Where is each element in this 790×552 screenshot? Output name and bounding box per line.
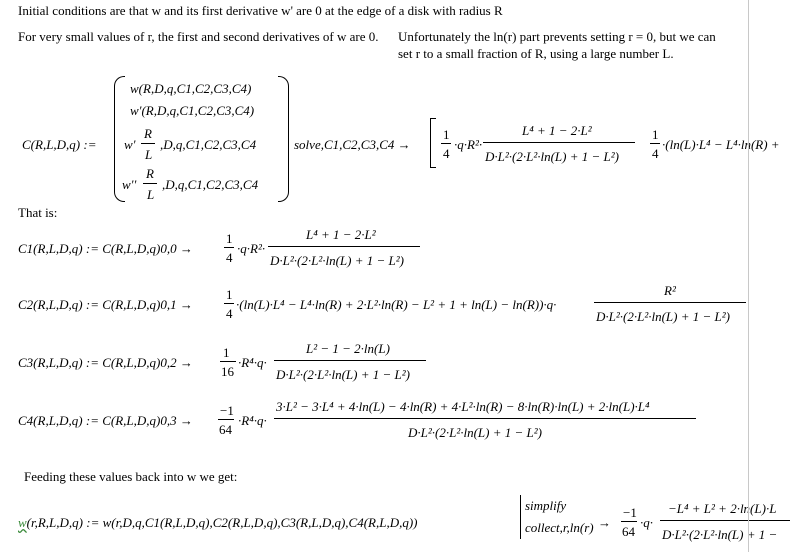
c1-mid: ·q·R²· [237,241,266,256]
keyword-simplify: simplify [525,498,567,513]
c1-numerator: L⁴ + 1 − 2·L² [306,227,376,242]
result-factor: ·q·R²· [454,137,483,152]
matrix-row-3-num: R [144,126,152,141]
c4-fraction-bar [274,418,696,419]
c2-mid: ·(ln(L)·L⁴ − L⁴·ln(R) + 2·L²·ln(R) − L² + 1 + ln(L) − ln(R))·q· [236,297,557,312]
c1-frac-num: 1 [226,231,233,246]
result-bracket [430,118,436,168]
c2-numerator: R² [664,283,676,298]
matrix-row-4-args: ,D,q,C1,C2,C3,C4 [162,177,259,192]
intro-line-2c: set r to a small fraction of R, using a large number L. [398,46,674,61]
intro-line-2a: For very small values of r, the first and second derivatives of w are 0. [18,29,379,44]
c4-denominator: D·L²·(2·L²·ln(L) + 1 − L²) [408,425,542,440]
final-frac-den: 64 [622,524,635,539]
c2-frac-den: 4 [226,306,233,321]
c2-frac-bar [224,303,234,304]
final-lhs-rest: (r,R,L,D,q) := w(r,D,q,C1(R,L,D,q),C2(R,L,D,q),C3(R,L,D,q),C4(R,L,D,q)) [26,515,418,530]
final-lhs-w: w [18,515,27,530]
final-numerator: −L⁴ + L² + 2·ln(L)·L [668,501,777,516]
result2-frac-num: 1 [652,127,659,142]
that-is-label: That is: [18,205,58,220]
solve-operator: solve,C1,C2,C3,C4 → [294,137,411,152]
matrix-row-4-num: R [146,166,154,181]
matrix-row-4-den: L [147,187,155,202]
c3-frac-den: 16 [221,364,234,379]
intro-line-2b: Unfortunately the ln(r) part prevents setting r = 0, but we can [398,29,716,44]
final-denominator: D·L²·(2·L²·ln(L) + 1 − [662,527,778,542]
result-frac-num: 1 [443,127,450,142]
keyword-bar [520,495,521,539]
matrix-row-4-fn: w'' [122,177,137,192]
c3-frac-num: 1 [223,345,230,360]
intro-line-1: Initial conditions are that w and its first derivative w' are 0 at the edge of a disk with radius R [18,3,503,18]
matrix-row-1: w(R,D,q,C1,C2,C3,C4) [130,81,252,96]
final-frac-bar [621,521,637,522]
c4-frac-num: −1 [220,403,234,418]
c4-frac-den: 64 [219,422,232,437]
result-fraction-bar [483,142,635,143]
final-fraction-bar [660,520,790,521]
c2-frac-num: 1 [226,287,233,302]
matrix-right-paren [278,76,289,202]
c1-frac-den: 4 [226,250,233,265]
matrix-row-3-args: ,D,q,C1,C2,C3,C4 [160,137,257,152]
c2-fraction-bar [594,302,746,303]
keyword-collect: collect,r,ln(r) [525,520,594,535]
c2-lhs: C2(R,L,D,q) := C(R,L,D,q)0,1 → [18,297,193,312]
matrix-row-4-bar [143,183,157,184]
c4-lhs: C4(R,L,D,q) := C(R,L,D,q)0,3 → [18,413,193,428]
c1-frac-bar [224,247,234,248]
final-lhs [18,516,418,530]
result-frac-bar [441,143,451,144]
c3-mid: ·R⁴·q· [238,355,267,370]
c4-mid: ·R⁴·q· [238,413,267,428]
result2-frac-den: 4 [652,146,659,161]
page-margin-line [748,0,749,552]
final-frac-num: −1 [623,505,637,520]
result2-frac-bar [650,143,660,144]
result-frac-den: 4 [443,146,450,161]
c3-lhs: C3(R,L,D,q) := C(R,L,D,q)0,2 → [18,355,193,370]
matrix-row-3-den: L [145,147,153,162]
matrix-row-2: w'(R,D,q,C1,C2,C3,C4) [130,103,255,118]
c1-lhs: C1(R,L,D,q) := C(R,L,D,q)0,0 → [18,241,193,256]
c1-fraction-bar [268,246,420,247]
c3-frac-bar [220,361,236,362]
c2-denominator: D·L²·(2·L²·ln(L) + 1 − L²) [596,309,730,324]
matrix-row-3-bar [141,143,155,144]
c3-denominator: D·L²·(2·L²·ln(L) + 1 − L²) [276,367,410,382]
system-lhs: C(R,L,D,q) := [22,137,97,152]
c3-fraction-bar [274,360,426,361]
matrix-row-3-fn: w' [124,137,136,152]
feeding-label: Feeding these values back into w we get: [24,469,238,484]
c3-numerator: L² − 1 − 2·ln(L) [306,341,390,356]
c4-numerator: 3·L² − 3·L⁴ + 4·ln(L) − 4·ln(R) + 4·L²·ln(R) − 8·ln(R)·ln(L) + 2·ln(L)·L⁴ [276,399,650,414]
c1-denominator: D·L²·(2·L²·ln(L) + 1 − L²) [270,253,404,268]
final-arrow: → [598,515,611,530]
final-mid: ·q· [640,515,653,530]
result-denominator: D·L²·(2·L²·ln(L) + 1 − L²) [485,149,619,164]
c4-frac-bar [218,419,234,420]
result2-tail: ·(ln(L)·L⁴ − L⁴·ln(R) + [662,137,780,152]
result-numerator: L⁴ + 1 − 2·L² [522,123,592,138]
